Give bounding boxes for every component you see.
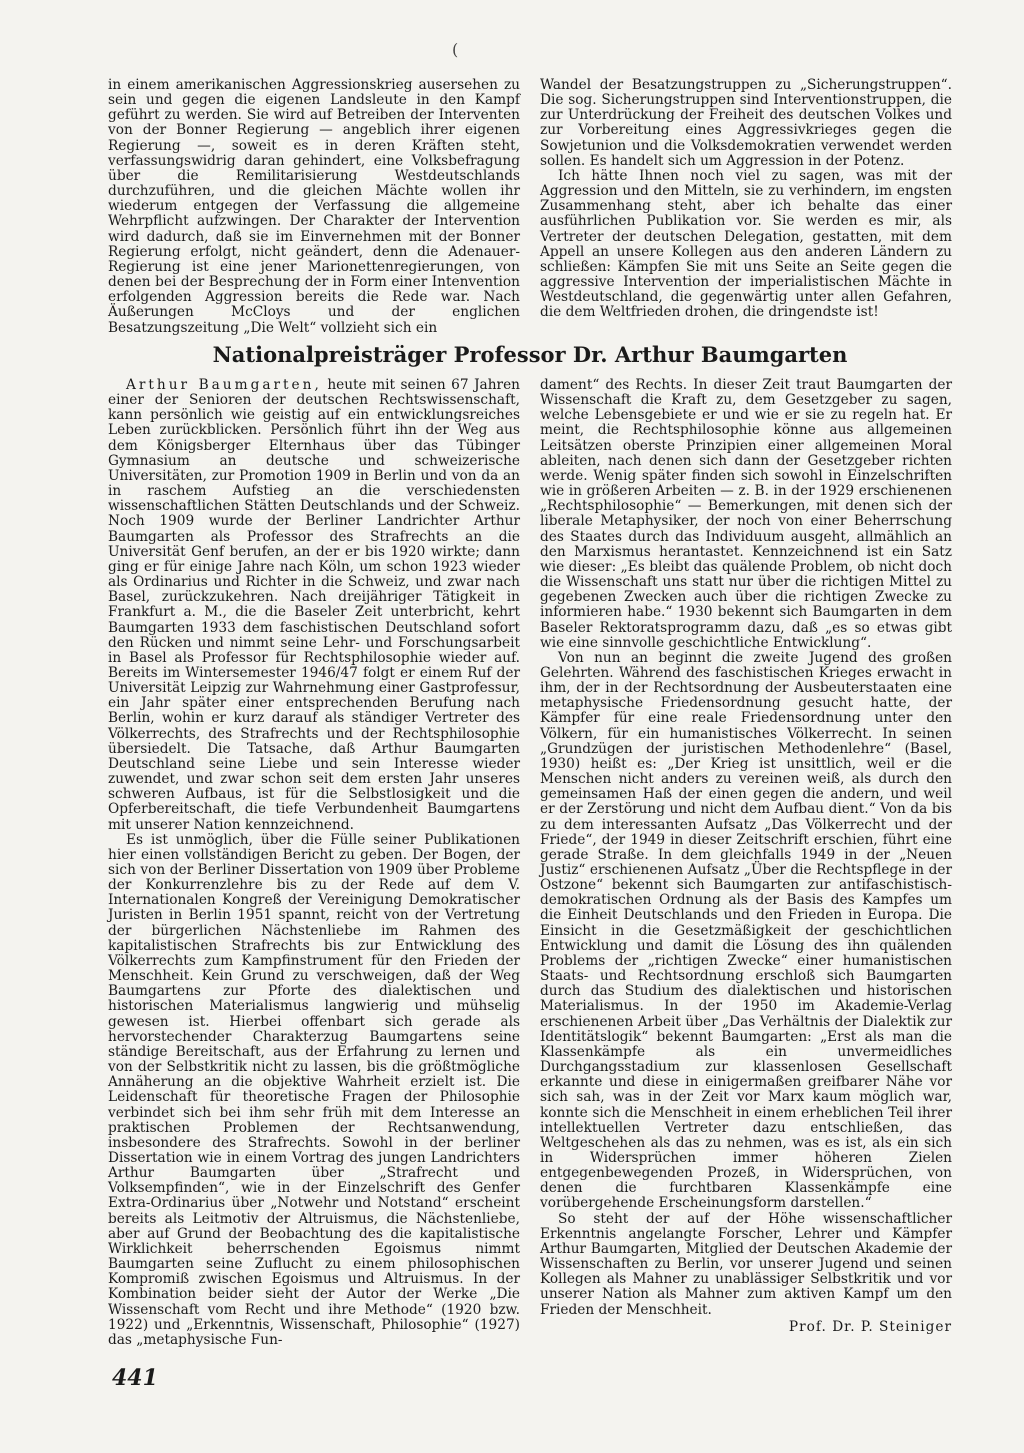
paragraph-text: heute mit seinen 67 Jahren einer der Senioren der deutschen Rechtswissenschaft, kann persönlich wie geistig auf ein entwicklungsreiches Leben zurückblicken. Persönlich führt ihn der Weg aus dem Königsberger Elternhaus über das Tübinger Gymnasium an deutsche und schweizerische Universitäten, zur Promotion 1909 in Berlin und von da an in raschem Aufstieg an die verschiedensten wissenschaftlichen Stätten Deutschlands und der Schweiz. Noch 1909 wurde der Berliner Landrichter Arthur Baumgarten als Professor des Strafrechts an die Universität Genf berufen, an der er bis 1920 wirkte; dann ging er für einige Jahre nach Köln, um schon 1923 wieder als Ordinarius und Richter in die Schweiz, und zwar nach Basel, zurückzukehren. Nach dreijähriger Tätigkeit in Frankfurt a. M., die die Baseler Zeit unterbricht, kehrt Baumgarten 1933 dem faschistischen Deutschland sofort den Rücken und nimmt seine Lehr- und Forschungsarbeit in Basel als Professor für Rechtsphilosophie wieder auf. Bereits im Wintersemester 1946/47 folgt er einem Ruf der Universität Leipzig zur Wahrnehmung einer Gastprofessur, ein Jahr später einer entsprechenden Berufung nach Berlin, wohin er kurz darauf als ständiger Vertreter des Völkerrechts, des Strafrechts und der Rechtsphilosophie übersiedelt. Die Tatsache, daß Arthur Baumgarten Deutschland seine Liebe und sein Interesse wieder zuwendet, und zwar schon seit dem ersten Jahr unseres schweren Aufbaus, ist für die Selbstlosigkeit und die Opferbereitschaft, die tiefe Verbundenheit Baumgartens mit unserer Nation kennzeichnend. [108,377,520,833]
author-name: Arthur Baumgarten, [126,377,322,393]
paragraph: dament“ des Rechts. In dieser Zeit traut Baumgarten der Wissenschaft die Kraft zu, dem Gesetzgeber zu sagen, welche Lebensgebiete er und wie er sie zu regeln hat. Er meint, die Rechtsphilosophie könne aus allgemeinen Leitsätzen oberste Prinzipien einer allgemeinen Moral ableiten, nach denen sich dann der Gesetzgeber richten werde. Wenig später finden sich sowohl in Einzelschriften wie in größeren Arbeiten — z. B. in der 1929 erschienenen „Rechtsphilosophie“ — Bemerkungen, mit denen sich der liberale Metaphysiker, der noch von einer Beherrschung des Staates durch das Individuum ausgeht, allmählich an den Marxismus herantastet. Kennzeichnend ist ein Satz wie dieser: „Es bleibt das quälende Problem, ob nicht doch die Wissenschaft uns statt nur über die richtigen Mittel zu gegebenen Zwecken auch über die richtigen Zwecke zu informieren habe.“ 1930 bekennt sich Baumgarten in dem Baseler Rektoratsprogramm dazu, daß „es so etwas gibt wie eine sinnvolle geschichtliche Entwicklung“. [540,377,952,651]
paragraph [108,378,520,833]
signature: Prof. Dr. P. Steiniger [788,1318,952,1335]
paragraph: Von nun an beginnt die zweite Jugend des großen Gelehrten. Während des faschistischen Krieges erwacht in ihm, der in der Rechtsordnung der Ausbeuterstaaten eine metaphysische Friedensordnung gesucht hatte, der Kämpfer für eine reale Friedensordnung unter den Völkern, für ein humanistisches Völkerrecht. In seinen „Grundzügen der juristischen Methodenlehre“ (Basel, 1930) heißt es: „Der Krieg ist unsittlich, weil er die Menschen nicht anders zu vereinen weiß, als durch den gemeinsamen Haß der einen gegen die andern, und weil er der Zerstörung und nicht dem Aufbau dient.“ Von da bis zu dem interessanten Aufsatz „Das Völkerrecht und der Friede“, der 1949 in dieser Zeitschrift erschien, führt eine gerade Straße. In dem gleichfalls 1949 in der „Neuen Justiz“ erschienenen Aufsatz „Über die Rechtspflege in der Ostzone“ bekennt sich Baumgarten zur antifaschistisch-demokratischen Ordnung als der Basis des Kampfes um die Einheit Deutschlands und den Frieden in Europa. Die Einsicht in die Gesetzmäßigkeit der geschichtlichen Entwicklung und damit die Lösung des ihn quälenden Problems der „richtigen Zwecke“ einer humanistischen Staats- und Rechtsordnung erschloß sich Baumgarten durch das Studium des dialektischen und historischen Materialismus. In der 1950 im Akademie-Verlag erschienenen Arbeit über „Das Verhältnis der Dialektik zur Identitätslogik“ bekennt Baumgarten: „Erst als man die Klassenkämpfe als ein unvermeidliches Durchgangsstadium zur klassenlosen Gesellschaft erkannte und diese in einigermaßen greifbarer Nähe vor sich sah, was in der Zeit vor Marx kaum möglich war, konnte sich die Menschheit in einem erheblichen Teil ihrer intellektuellen Vertreter dazu entschließen, das Weltgeschehen als das zu nehmen, was es ist, als ein sich in Widersprüchen immer höheren Zielen entgegenbewegenden Prozeß, in Widersprüchen, von denen die furchtbaren Klassenkämpfe eine vorübergehende Erscheinungsform darstellen.“ [540,649,952,1212]
paragraph: Wandel der Besatzungstruppen zu „Sicherungstruppen“. Die sog. Sicherungstruppen sind Interventionstruppen, die zur Unterdrückung der Freiheit des deutschen Volkes und zur Vorbereitung eines Aggressivkrieges gegen die Sowjetunion und die Volksdemokratien verwendet werden sollen. Es handelt sich um Aggression in der Potenz. [540,77,952,169]
paragraph: So steht der auf der Höhe wissenschaftlicher Erkenntnis angelangte Forscher, Lehrer und Kämpfer Arthur Baumgarten, Mitglied der Deutschen Akademie der Wissenschaften zu Berlin, vor unserer Jugend und seinen Kollegen als Mahner zu unablässiger Selbstkritik und vor unserer Nation als Mahner zum aktiven Kampf um den Frieden der Menschheit. [540,1210,952,1318]
column-article-right [540,378,952,1335]
page-number: 441 [112,1365,158,1391]
top-mark: ( [452,40,459,59]
article-headline: Nationalpreisträger Professor Dr. Arthur Baumgarten [212,342,848,367]
column-article-left [108,378,520,1348]
paragraph: Es ist unmöglich, über die Fülle seiner Publikationen hier einen vollständigen Bericht zu geben. Der Bogen, der sich von der Berliner Dissertation von 1909 über Probleme der Konkurrenzlehre bis zu der Rede auf dem V. Internationalen Kongreß der Vereinigung Demokratischer Juristen in Berlin 1951 spannt, reicht von der Vertretung der bürgerlichen Nächstenliebe im Rahmen des kapitalistischen Strafrechts bis zur Entwicklung des Völkerrechts zum Kampfinstrument für den Frieden der Menschheit. Kein Grund zu verschweigen, daß der Weg Baumgartens zur Pforte des dialektischen und historischen Materialismus langwierig und mühselig gewesen ist. Hierbei offenbart sich gerade als hervorstechender Charakterzug Baumgartens seine ständige Bereitschaft, aus der Erfahrung zu lernen und von der Selbstkritik nicht zu lassen, bis die größtmögliche Annäherung an die objektive Wahrheit erzielt ist. Die Leidenschaft für theoretische Fragen der Philosophie verbindet sich bei ihm sehr früh mit dem Interesse an praktischen Problemen der Rechtsanwendung, insbesondere des Strafrechts. Sowohl in der berliner Dissertation wie in einem Vortrag des jungen Landrichters Arthur Baumgarten über „Strafrecht und Volksempfinden“, wie in der Einzelschrift des Genfer Extra-Ordinarius über „Notwehr und Notstand“ erscheint bereits als Leitmotiv der Altruismus, die Nächstenliebe, aber auf Grund der Beobachtung des die kapitalistische Wirklichkeit beherrschenden Egoismus nimmt Baumgarten seine Zuflucht zu einem philosophischen Kompromiß zwischen Egoismus und Altruismus. In der Kombination beider sieht der Autor der Werke „Die Wissenschaft vom Recht und ihre Methode“ (1920 bzw. 1922) und „Erkenntnis, Wissenschaft, Philosophie“ (1927) das „metaphysische Fun- [108,831,520,1348]
column-top-left [108,78,520,336]
paragraph: in einem amerikanischen Aggressionskrieg ausersehen zu sein und gegen die eigenen Landsleute in den Kampf geführt zu werden. Sie wird auf Betreiben der Interventen von der Bonner Regierung — angeblich ihrer eigenen Regierung —, soweit es in deren Kräften steht, verfassungswidrig daran gehindert, eine Volksbefragung über die Remilitarisierung Westdeutschlands durchzuführen, und die gleichen Mächte wollen ihr wiederum entgegen der Verfassung die allgemeine Wehrpflicht aufzwingen. Der Charakter der Intervention wird dadurch, daß sie im Einvernehmen mit der Bonner Regierung erfolgt, nicht geändert, denn die Adenauer-Regierung ist eine jener Marionettenregierungen, von denen bei der Besprechung der in Form einer Intenvention erfolgenden Aggression bereits die Rede war. Nach Äußerungen McCloys und der englichen Besatzungszeitung „Die Welt“ vollzieht sich ein [108,77,520,336]
paragraph: Ich hätte Ihnen noch viel zu sagen, was mit der Aggression und den Mitteln, sie zu verhindern, im engsten Zusammenhang steht, aber ich behalte das einer ausführlichen Publikation vor. Sie werden es mir, als Vertreter der deutschen Delegation, gestatten, mit dem Appell an unsere Kollegen aus den anderen Ländern zu schließen: Kämpfen Sie mit uns Seite an Seite gegen die aggressive Intervention der imperialistischen Mächte in Westdeutschland, die gegenwärtig unter allen Gefahren, die dem Weltfrieden drohen, die dringendste ist! [540,167,952,321]
column-top-right [540,78,952,321]
